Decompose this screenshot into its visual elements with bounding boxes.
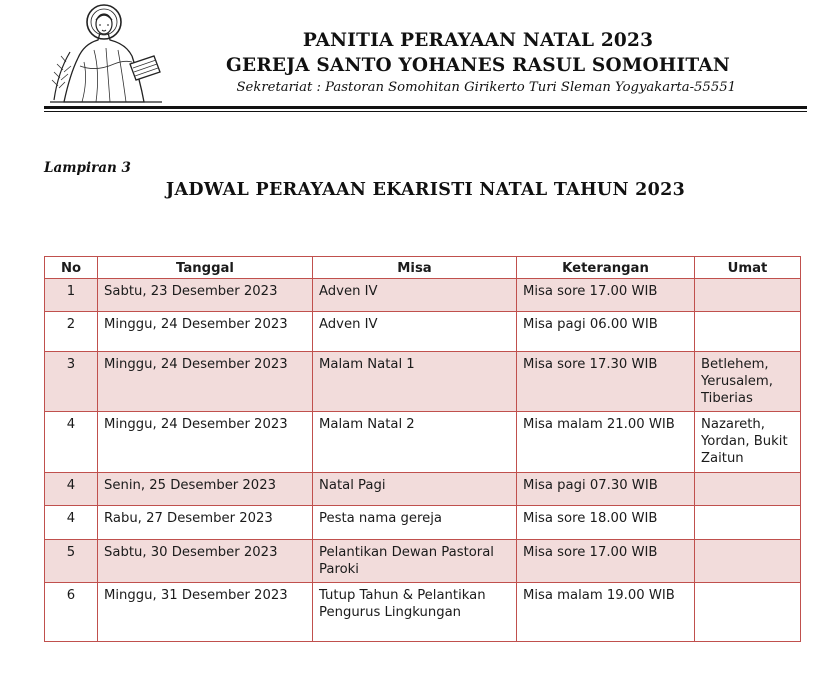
cell-tanggal: Sabtu, 30 Desember 2023 [98, 540, 313, 583]
cell-umat [695, 583, 801, 642]
document-title: JADWAL PERAYAAN EKARISTI NATAL TAHUN 2023 [165, 180, 686, 200]
cell-tanggal: Senin, 25 Desember 2023 [98, 473, 313, 506]
church-name: GEREJA SANTO YOHANES RASUL SOMOHITAN [226, 55, 730, 76]
cell-umat: Betlehem, Yerusalem, Tiberias [695, 352, 801, 412]
cell-keterangan: Misa pagi 07.30 WIB [517, 473, 695, 506]
organizer-name: PANITIA PERAYAAN NATAL 2023 [302, 30, 654, 51]
schedule-table [44, 256, 801, 642]
letterhead-rule-thick [44, 106, 807, 109]
cell-misa: Malam Natal 1 [313, 352, 517, 412]
cell-tanggal: Minggu, 24 Desember 2023 [98, 352, 313, 412]
cell-no: 3 [45, 352, 98, 412]
cell-no: 4 [45, 412, 98, 473]
table-header-row [45, 257, 801, 279]
cell-keterangan: Misa malam 19.00 WIB [517, 583, 695, 642]
attachment-label: Lampiran 3 [44, 160, 131, 176]
table-row [45, 506, 801, 540]
cell-umat [695, 506, 801, 540]
table-row [45, 583, 801, 642]
cell-no: 2 [45, 312, 98, 352]
table-row [45, 312, 801, 352]
header-misa: Misa [313, 257, 517, 279]
cell-misa: Malam Natal 2 [313, 412, 517, 473]
cell-misa: Pelantikan Dewan Pastoral Paroki [313, 540, 517, 583]
cell-umat: Nazareth, Yordan, Bukit Zaitun [695, 412, 801, 473]
cell-misa: Tutup Tahun & Pelantikan Pengurus Lingkungan [313, 583, 517, 642]
cell-no: 5 [45, 540, 98, 583]
cell-misa: Adven IV [313, 279, 517, 312]
cell-keterangan: Misa sore 17.30 WIB [517, 352, 695, 412]
cell-misa: Pesta nama gereja [313, 506, 517, 540]
cell-tanggal: Minggu, 31 Desember 2023 [98, 583, 313, 642]
cell-umat [695, 279, 801, 312]
secretariat-address: Sekretariat : Pastoran Somohitan Girikerto Turi Sleman Yogyakarta-55551 [236, 80, 736, 95]
cell-keterangan: Misa malam 21.00 WIB [517, 412, 695, 473]
cell-keterangan: Misa sore 18.00 WIB [517, 506, 695, 540]
header-keterangan: Keterangan [517, 257, 695, 279]
cell-tanggal: Sabtu, 23 Desember 2023 [98, 279, 313, 312]
saint-john-engraving-icon [44, 2, 168, 106]
cell-misa: Natal Pagi [313, 473, 517, 506]
letterhead [0, 0, 839, 120]
cell-umat [695, 473, 801, 506]
cell-keterangan: Misa sore 17.00 WIB [517, 279, 695, 312]
cell-tanggal: Rabu, 27 Desember 2023 [98, 506, 313, 540]
cell-no: 4 [45, 473, 98, 506]
cell-no: 4 [45, 506, 98, 540]
cell-umat [695, 312, 801, 352]
header-tanggal: Tanggal [98, 257, 313, 279]
cell-no: 1 [45, 279, 98, 312]
cell-tanggal: Minggu, 24 Desember 2023 [98, 312, 313, 352]
cell-keterangan: Misa pagi 06.00 WIB [517, 312, 695, 352]
cell-umat [695, 540, 801, 583]
table-row [45, 473, 801, 506]
header-umat: Umat [695, 257, 801, 279]
table-row [45, 412, 801, 473]
table-row [45, 279, 801, 312]
letterhead-rule-thin [44, 111, 807, 112]
cell-misa: Adven IV [313, 312, 517, 352]
cell-tanggal: Minggu, 24 Desember 2023 [98, 412, 313, 473]
table-row [45, 540, 801, 583]
header-no: No [45, 257, 98, 279]
cell-no: 6 [45, 583, 98, 642]
table-row [45, 352, 801, 412]
cell-keterangan: Misa sore 17.00 WIB [517, 540, 695, 583]
